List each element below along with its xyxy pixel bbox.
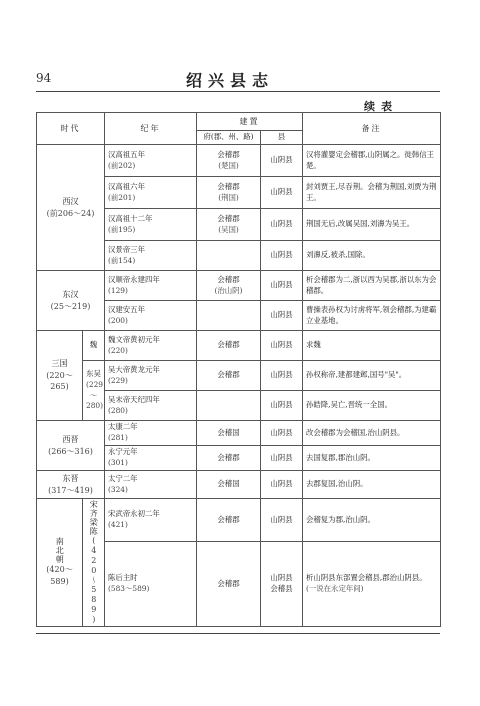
year-cell: 汉高祖五年 (前202) <box>105 145 197 177</box>
table-row <box>37 271 441 301</box>
xian-cell: 山阴县 <box>261 271 303 301</box>
year-cell: 吴末帝天纪四年 (280) <box>105 391 197 421</box>
remark-cell: 汉将灌婴定会稽郡,山阴属之。徙韩信王楚。 <box>303 145 441 177</box>
xian-cell: 山阴县 <box>261 209 303 241</box>
year-cell: 汉顺帝永建四年 (129) <box>105 271 197 301</box>
era-range: (220～265) <box>46 370 73 392</box>
table-row <box>37 145 441 177</box>
table-row <box>37 471 441 499</box>
xian-cell: 山阴县 <box>261 361 303 391</box>
year-cell: 太宁二年 (324) <box>105 471 197 499</box>
fu-cell: 会稽郡 <box>197 331 261 361</box>
fu-cell <box>197 301 261 331</box>
bottom-rule <box>36 633 440 634</box>
era-name: 西汉 <box>62 196 79 206</box>
year-cell: 宋武帝永初二年 (421) <box>105 499 197 542</box>
administrative-history-table <box>36 112 441 627</box>
xian-cell: 山阴县 <box>261 391 303 421</box>
era-name: 三国 <box>51 359 68 369</box>
fu-cell: 会稽郡 <box>197 361 261 391</box>
remark-cell: 封刘贾王,尽吞荆。会稽为荆国,刘贾为荆王。 <box>303 177 441 209</box>
book-title: 绍兴县志 <box>186 71 275 90</box>
era-cell <box>37 271 105 331</box>
xian-cell: 山阴县 <box>261 301 303 331</box>
table-row <box>37 331 441 361</box>
continued-label: 续表 <box>364 100 398 113</box>
xian-cell: 山阴县 <box>261 446 303 471</box>
fu-cell: 会稽郡 <box>197 542 261 627</box>
remark-cell: 孙皓降,吴亡,晋统一全国。 <box>303 391 441 421</box>
era-name: 东汉 <box>62 289 79 299</box>
page-header <box>36 68 440 90</box>
header-year: 纪年 <box>105 113 197 145</box>
remark-cell: 曹操表孙权为讨虏将军,领会稽郡,为建霸立业基地。 <box>303 301 441 331</box>
remark-cell: 改会稽郡为会稽国,治山阴县。 <box>303 421 441 446</box>
xian-cell: 山阴县 <box>261 177 303 209</box>
fu-cell: 会稽郡 (吴国) <box>197 209 261 241</box>
xian-cell: 山阴县 <box>261 145 303 177</box>
era-name: 西晋 <box>62 434 79 444</box>
table-row <box>37 361 441 391</box>
year-cell: 永宁元年 (301) <box>105 446 197 471</box>
header-fu: 府(郡、州、路) <box>197 131 261 145</box>
remark-cell: 孙权称帝,建都建邺,国号"吴"。 <box>303 361 441 391</box>
remark-cell: 求魏 <box>303 331 441 361</box>
page-number: 94 <box>36 71 52 85</box>
header-rule <box>36 91 440 92</box>
era-cell <box>37 471 105 499</box>
kingdom-cell: 魏 <box>83 331 105 361</box>
table-row <box>37 499 441 542</box>
xian-cell: 山阴县 <box>261 471 303 499</box>
era-range: (266～316) <box>48 446 93 456</box>
era-name: 南北朝 <box>55 537 65 565</box>
header-era: 时代 <box>37 113 105 145</box>
header-remarks: 备注 <box>303 113 441 145</box>
era-range: (317～419) <box>48 485 93 495</box>
fu-cell: 会稽郡 (楚国) <box>197 145 261 177</box>
remark-cell: 刘濞反,被杀,国除。 <box>303 241 441 271</box>
remark-cell: 析会稽郡为二,浙以西为吴郡,浙以东为会稽郡。 <box>303 271 441 301</box>
xian-cell: 山阴县 <box>261 241 303 271</box>
era-cell <box>37 421 105 471</box>
remark-cell: 会稽复为郡,治山阴。 <box>303 499 441 542</box>
remark-cell: 荆国无后,改属吴国,刘濞为吴王。 <box>303 209 441 241</box>
fu-cell: 会稽郡 <box>197 446 261 471</box>
year-cell: 汉建安五年 (200) <box>105 301 197 331</box>
year-cell: 陈后主时 (583～589) <box>105 542 197 627</box>
header-jianzhi: 建置 <box>197 113 303 131</box>
xian-cell: 山阴县 会稽县 <box>261 542 303 627</box>
xian-cell: 山阴县 <box>261 421 303 446</box>
year-cell: 魏文帝黄初元年 (220) <box>105 331 197 361</box>
era-cell <box>37 499 83 627</box>
kingdom-cell: 宋齐梁陈 (420～589) <box>83 499 105 627</box>
remark-cell: 析山阴县东部置会稽县,郡治山阴县。 (一说在永定年间) <box>303 542 441 627</box>
xian-cell: 山阴县 <box>261 331 303 361</box>
era-range: (25～219) <box>50 301 91 311</box>
year-cell: 吴大帝黄龙元年 (229) <box>105 361 197 391</box>
fu-cell: 会稽郡 (治山阴) <box>197 271 261 301</box>
remark-cell: 去郡复国,治山阴。 <box>303 471 441 499</box>
remark-cell: 去国复郡,郡治山阴。 <box>303 446 441 471</box>
year-cell: 太康二年 (281) <box>105 421 197 446</box>
year-cell: 汉高祖十二年 (前195) <box>105 209 197 241</box>
xian-cell: 山阴县 <box>261 499 303 542</box>
fu-cell: 会稽国 <box>197 421 261 446</box>
kingdom-cell: 东吴 (229～280) <box>83 361 105 421</box>
table-header-row-1 <box>37 113 441 131</box>
table-row <box>37 421 441 446</box>
header-xian: 县 <box>261 131 303 145</box>
fu-cell: 会稽国 <box>197 471 261 499</box>
fu-cell: 会稽郡 <box>197 499 261 542</box>
era-range: (前206～24) <box>46 208 95 218</box>
era-cell <box>37 331 83 421</box>
era-range: (420～589) <box>46 565 73 586</box>
era-cell <box>37 145 105 271</box>
fu-cell <box>197 391 261 421</box>
fu-cell <box>197 241 261 271</box>
year-cell: 汉景帝三年 (前154) <box>105 241 197 271</box>
year-cell: 汉高祖六年 (前201) <box>105 177 197 209</box>
fu-cell: 会稽郡 (荆国) <box>197 177 261 209</box>
era-name: 东晋 <box>62 473 79 483</box>
